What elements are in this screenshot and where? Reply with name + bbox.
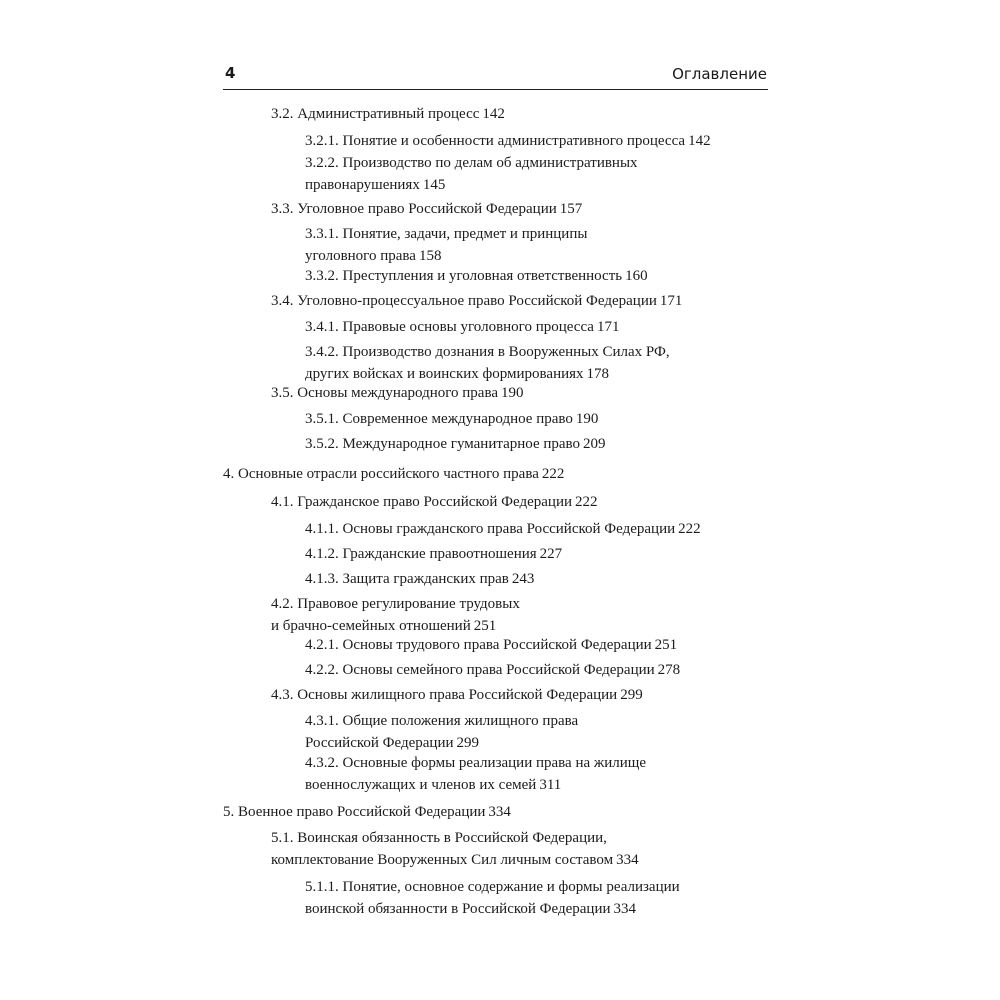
toc-entry-title: 3.4. Уголовно-процессуальное право Российской Федерации: [271, 293, 657, 309]
toc-entry-title: 3.2. Административный процесс: [271, 106, 480, 122]
toc-entry-title-line2: других войсках и воинских формированиях: [305, 366, 584, 382]
toc-entry-title-line2: Российской Федерации: [305, 735, 454, 751]
toc-entry-title: 3.3. Уголовное право Российской Федерации: [271, 201, 557, 217]
toc-entry-title: 3.5. Основы международного права: [271, 385, 498, 401]
toc-entry-page: 157: [559, 201, 583, 217]
toc-entry-page: 190: [501, 385, 524, 401]
book-page: 4 Оглавление 3.2. Административный процесс 142 3.2.1. Понятие и особенности административного процесса 142 3.2.2. Производство по делам об административных правонарушениях 145 3.3. Уголовное право Российской Федерации 157 3.3.1. Понятие, задачи, предмет и принципы уголовного права 158 3.3.2. Преступления и уголовная ответственность 160 3.4. Уголовно-процессуальное право Российской Федерации 171 3.4.1. Правовые основы уголовного процесса 171 3.4.2. Производство дознания в Вооруженных Силах РФ, других войсках и воинских формированиях 178 3.5. Основы международного права 190 3.5.1. Современное международное право 190 3.5.2. Международное гуманитарное право 209 4. Основные отрасли российского частного права 222 4.1. Гражданское право Российской Федерации 222 4.1.1. Основы гражданского права Российской Федерации 222 4.1.2. Гражданские правоотношения 227 4.1.3. Защита гражданских прав 243 4.2. Правовое регулирование трудовых и брачно-семейных отношений 251 4.2.1. Основы трудового права Российской Федерации 251 4.2.2. Основы семейного права Российской Федерации 278 4.3. Основы жилищного права Российской Федерации 299 4.3.1. Общие положения жилищного права Российской Федерации 299 4.3.2. Основные формы реализации права на жилище военнослужащих и членов их семей 311 5. Военное право Российской Федерации 334 5.1. Воинская обязанность в Российской Федерации, комплектование Вооруженных Сил личным составом 334 5.1.1. Понятие, основное содержание и формы реализации воинской обязанности в Российской Федерации 334: [0, 0, 1000, 1000]
toc-entry-title: 3.5.2. Международное гуманитарное право: [305, 436, 581, 452]
toc-entry-page: 278: [657, 662, 681, 678]
toc-entry-page: 190: [575, 411, 599, 427]
toc-entry-page: 251: [654, 637, 678, 653]
header-rule: [223, 89, 768, 90]
toc-entry-page: 311: [539, 777, 562, 793]
toc-entry-title: 4.2.1. Основы трудового права Российской Федерации: [305, 637, 652, 653]
toc-entry-title-line2: комплектование Вооруженных Сил личным составом: [271, 852, 614, 868]
page-number: 4: [225, 64, 236, 82]
toc-entry-page: 178: [586, 366, 610, 382]
toc-entry-title: 4.1.1. Основы гражданского права Российской Федерации: [305, 521, 676, 537]
toc-entry-title: 5. Военное право Российской Федерации: [223, 804, 486, 820]
toc-entry-title: 4.3. Основы жилищного права Российской Федерации: [271, 687, 618, 703]
toc-entry-page: 251: [473, 618, 497, 634]
toc-entry-title: 4.1.3. Защита гражданских прав: [305, 571, 509, 587]
toc-entry-title-line2: уголовного права: [305, 248, 416, 264]
toc-entry-title-line2: военнослужащих и членов их семей: [305, 777, 537, 793]
toc-entry-title: 4.2.2. Основы семейного права Российской Федерации: [305, 662, 655, 678]
toc-entry-page: 145: [422, 177, 446, 193]
toc-entry-page: 299: [620, 687, 643, 703]
toc-entry-title: 3.2.1. Понятие и особенности административного процесса: [305, 133, 686, 149]
toc-entry-title: 4.1. Гражданское право Российской Федерации: [271, 494, 573, 510]
page-header-title: Оглавление: [672, 65, 767, 83]
toc-entry-page: 209: [583, 436, 606, 452]
toc-entry-page: 142: [688, 133, 711, 149]
toc-entry-title: 4. Основные отрасли российского частного права: [223, 466, 539, 482]
toc-entry-page: 142: [482, 106, 505, 122]
toc-entry-page: 334: [488, 804, 511, 820]
toc-entry-title: 3.5.1. Современное международное право: [305, 411, 573, 427]
toc-entry-page: 158: [418, 248, 442, 264]
toc-entry-page: 222: [541, 466, 565, 482]
toc-entry-page: 334: [616, 852, 639, 868]
toc-entry-page: 171: [659, 293, 683, 309]
toc-entry-page: 222: [678, 521, 701, 537]
toc-entry-title-line2: воинской обязанности в Российской Федерации: [305, 901, 611, 917]
toc-entry-page: 299: [456, 735, 480, 751]
toc-entry-page: 334: [613, 901, 637, 917]
toc-entry-page: 243: [511, 571, 535, 587]
toc-entry-title-line2: правонарушениях: [305, 177, 420, 193]
toc-entry-page: 222: [575, 494, 598, 510]
toc-entry-title: 3.4.1. Правовые основы уголовного процесса: [305, 319, 594, 335]
toc-entry-page: 171: [596, 319, 620, 335]
toc-entry-page: 227: [539, 546, 563, 562]
toc-entry-title: 3.3.2. Преступления и уголовная ответственность: [305, 268, 623, 284]
toc-entry-title: 4.1.2. Гражданские правоотношения: [305, 546, 537, 562]
toc-entry-page: 160: [625, 268, 648, 284]
toc-entry-title-line2: и брачно-семейных отношений: [271, 618, 471, 634]
